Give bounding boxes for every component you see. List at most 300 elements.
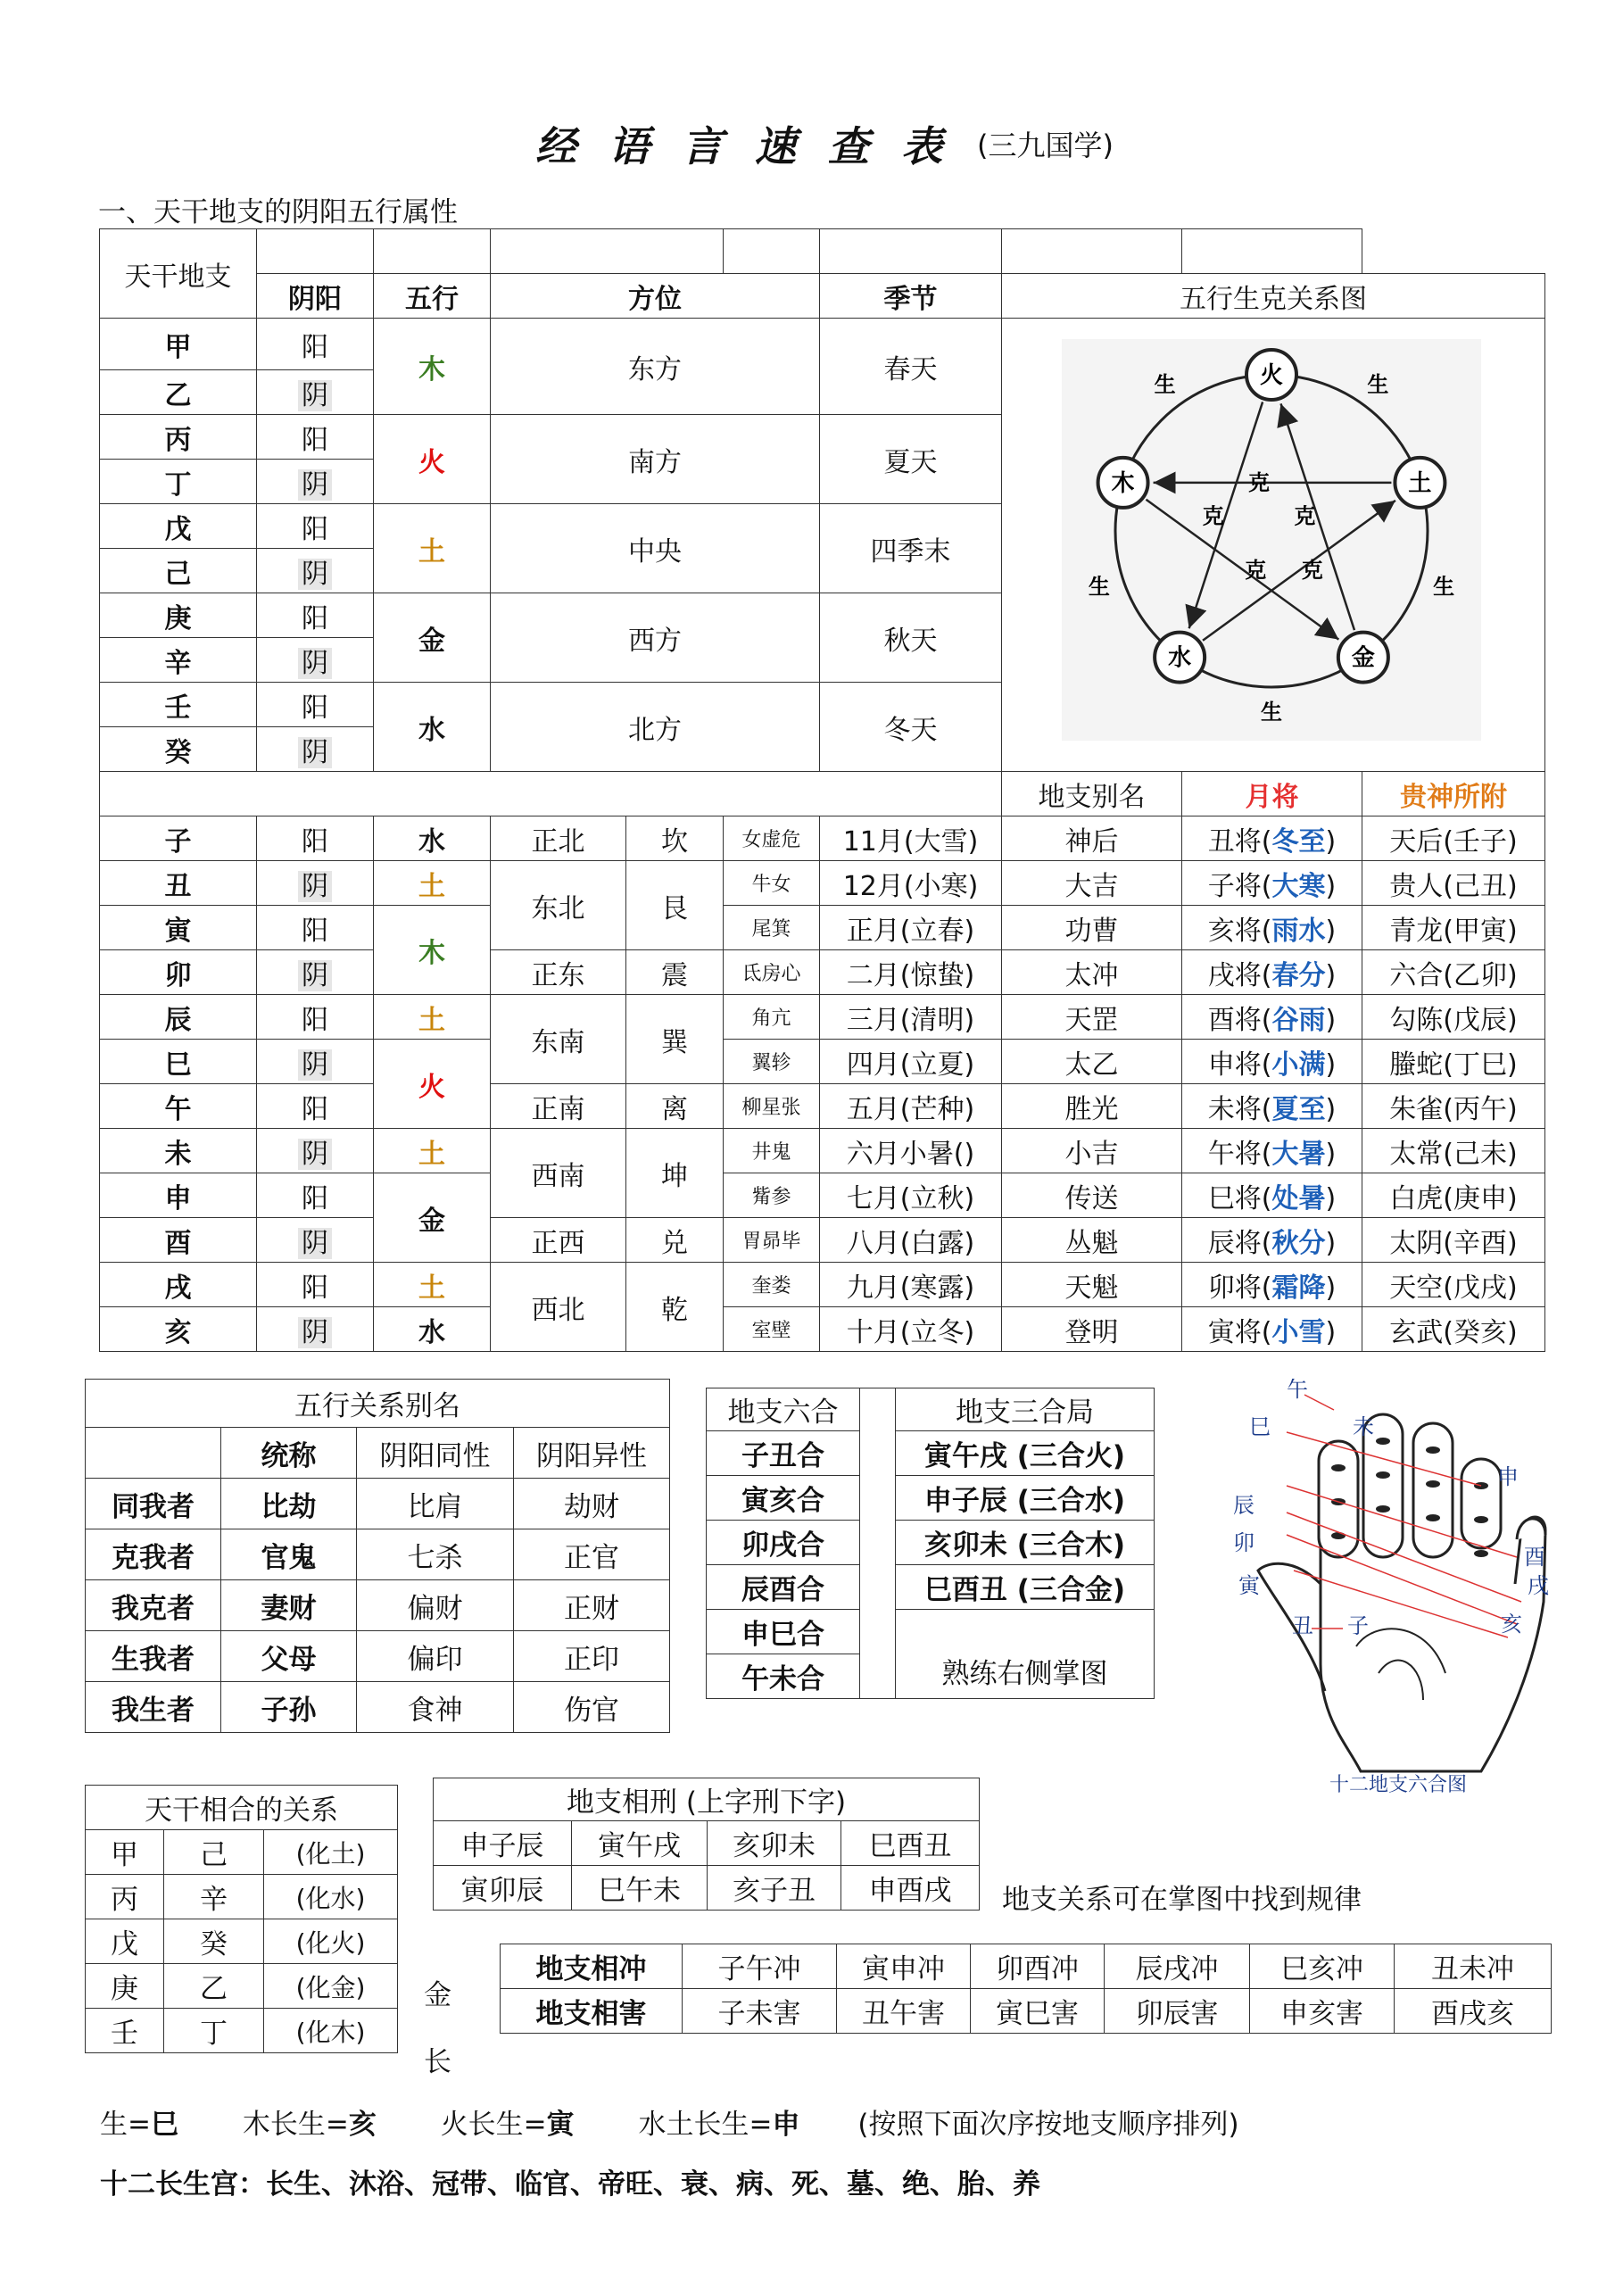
alias-cell: 大吉 — [1002, 861, 1182, 906]
table-cell — [374, 229, 491, 274]
relations-title: 五行关系别名 — [86, 1380, 670, 1428]
direction-cell: 南方 — [491, 415, 820, 504]
yinyang-value: 阳 — [302, 424, 328, 456]
close-paren: ) — [1325, 1093, 1337, 1125]
yinyang-cell — [257, 1084, 374, 1129]
page-title: 经 语 言 速 查 表 — [535, 122, 952, 170]
guishen-cell: 玄武(癸亥) — [1362, 1307, 1545, 1352]
relations-header: 阴阳同性 — [357, 1428, 514, 1479]
stem-cell: 己 — [100, 549, 257, 593]
yinyang-cell — [257, 861, 374, 906]
branch-cell: 子 — [100, 816, 257, 861]
side-char-a: 金 — [424, 1979, 451, 2011]
direction-cell: 东北 — [491, 861, 626, 950]
relations-cell: 生我者 — [86, 1631, 221, 1682]
trigram-cell: 震 — [626, 950, 724, 995]
side-char-b: 长 — [424, 2046, 451, 2078]
table-cell — [724, 229, 820, 274]
wuxing-diagram — [1062, 339, 1481, 741]
yinyang-cell — [257, 504, 374, 549]
tiangan-he-cell: 戊 — [86, 1919, 164, 1964]
relations-cell: 食神 — [357, 1682, 514, 1733]
ke-label: 克 — [1301, 557, 1323, 583]
close-paren: ) — [1325, 870, 1337, 902]
yinyang-cell — [257, 1218, 374, 1263]
yuejiang-term: 大寒 — [1271, 870, 1326, 902]
finger-crease — [1331, 1532, 1346, 1539]
header-season: 季节 — [820, 274, 1002, 319]
alias-cell: 天魁 — [1002, 1263, 1182, 1307]
sanhe-item: 寅午戌 (三合火) — [896, 1431, 1155, 1476]
yuejiang-cell — [1182, 1263, 1362, 1307]
lunar-mansion-cell: 室壁 — [724, 1307, 820, 1352]
yinyang-cell — [257, 319, 374, 370]
lunar-mansion-cell: 胃昴毕 — [724, 1218, 820, 1263]
guishen-cell: 勾陈(戊辰) — [1362, 995, 1545, 1040]
yinyang-cell — [257, 415, 374, 460]
table-cell — [491, 229, 724, 274]
yinyang-value: 阳 — [302, 692, 328, 724]
direction-cell: 正东 — [491, 950, 626, 995]
guishen-cell: 六合(乙卯) — [1362, 950, 1545, 995]
trigram-cell: 坎 — [626, 816, 724, 861]
yuejiang-term: 夏至 — [1271, 1093, 1326, 1125]
direction-cell: 正西 — [491, 1218, 626, 1263]
close-paren: ) — [1325, 1272, 1337, 1304]
lunar-mansion-cell: 翼轸 — [724, 1040, 820, 1084]
wuxing-cell: 火 — [374, 415, 491, 504]
yuejiang-prefix: 酉将( — [1207, 1004, 1272, 1036]
dizhi-xing-table — [433, 1778, 980, 1911]
direction-cell: 西北 — [491, 1263, 626, 1352]
chong-hai-table — [500, 1944, 1552, 2034]
stem-cell: 辛 — [100, 638, 257, 683]
guishen-cell: 白虎(庚申) — [1362, 1173, 1545, 1218]
relations-cell: 比劫 — [221, 1479, 357, 1529]
yuejiang-cell — [1182, 1307, 1362, 1352]
finger-crease — [1331, 1464, 1346, 1471]
yinyang-cell — [257, 370, 374, 415]
yinyang-value: 阳 — [302, 1004, 328, 1036]
guishen-cell: 天空(戊戌) — [1362, 1263, 1545, 1307]
corner-header: 天干地支 — [100, 229, 257, 319]
close-paren: ) — [1325, 959, 1337, 991]
yinyang-cell — [257, 638, 374, 683]
guishen-cell: 贵人(己丑) — [1362, 861, 1545, 906]
header-diagram: 五行生克关系图 — [1002, 274, 1545, 319]
lunar-mansion-cell: 井鬼 — [724, 1129, 820, 1173]
guishen-cell: 太阴(辛酉) — [1362, 1218, 1545, 1263]
finger-crease — [1376, 1471, 1390, 1479]
yinyang-cell — [257, 727, 374, 772]
header-guishen: 贵神所附 — [1362, 772, 1545, 816]
relations-cell: 同我者 — [86, 1479, 221, 1529]
yuejiang-cell — [1182, 1040, 1362, 1084]
twelve-branches-hand-diagram — [1213, 1379, 1561, 1798]
alias-cell: 神后 — [1002, 816, 1182, 861]
season-cell: 春天 — [820, 319, 1002, 415]
ke-label: 克 — [1202, 503, 1224, 529]
month-cell: 11月(大雪) — [820, 816, 1002, 861]
branch-cell: 辰 — [100, 995, 257, 1040]
xing-cell: 亥卯未 — [708, 1821, 841, 1866]
yinyang-cell — [257, 593, 374, 638]
header-wuxing: 五行 — [374, 274, 491, 319]
tiangan-he-title: 天干相合的关系 — [86, 1786, 398, 1830]
season-cell: 秋天 — [820, 593, 1002, 683]
relations-cell: 七杀 — [357, 1529, 514, 1580]
yinyang-value: 阴 — [298, 1049, 332, 1081]
yuejiang-prefix: 申将( — [1207, 1049, 1272, 1081]
element-node-label: 金 — [1351, 644, 1375, 672]
twelve-changsheng: 十二长生宫：长生、沐浴、冠带、临官、帝旺、衰、病、死、墓、绝、胎、养 — [100, 2168, 1040, 2201]
header-yuejiang: 月将 — [1182, 772, 1362, 816]
yinyang-value: 阴 — [298, 737, 332, 768]
yinyang-value: 阳 — [302, 331, 328, 363]
ke-label: 克 — [1294, 503, 1316, 529]
yinyang-cell — [257, 460, 374, 504]
relations-cell: 父母 — [221, 1631, 357, 1682]
branch-label: 卯 — [1233, 1530, 1255, 1555]
yinyang-value: 阳 — [302, 602, 328, 634]
month-cell: 八月(白露) — [820, 1218, 1002, 1263]
relations-cell: 我克者 — [86, 1580, 221, 1631]
wuxing-cell: 土 — [374, 504, 491, 593]
close-paren: ) — [1325, 915, 1337, 947]
month-cell: 十月(立冬) — [820, 1307, 1002, 1352]
stem-cell: 丁 — [100, 460, 257, 504]
direction-cell: 东南 — [491, 995, 626, 1084]
branch-label: 子 — [1347, 1613, 1369, 1638]
sheng-label: 生 — [1433, 574, 1455, 600]
yuejiang-term: 雨水 — [1271, 915, 1326, 947]
close-paren: ) — [1325, 1049, 1337, 1081]
yinyang-cell — [257, 816, 374, 861]
lunar-mansion-cell: 奎娄 — [724, 1263, 820, 1307]
tiangan-he-cell: (化木) — [264, 2009, 398, 2053]
lunar-mansion-cell: 觜参 — [724, 1173, 820, 1218]
changsheng-line: 生=巳 木长生=亥 火长生=寅 水土长生=申 (按照下面次序按地支顺序排列) — [100, 2109, 1239, 2141]
table-cell — [1182, 229, 1362, 274]
yinyang-cell — [257, 1263, 374, 1307]
tiangan-he-cell: (化土) — [264, 1830, 398, 1875]
chong-hai-cell: 辰戌冲 — [1105, 1944, 1250, 1989]
wuxing-cell: 水 — [374, 683, 491, 772]
chong-hai-cell: 寅巳害 — [971, 1989, 1105, 2034]
sheng-label: 生 — [1088, 574, 1110, 600]
yuejiang-term: 大暑 — [1271, 1138, 1326, 1170]
branch-label: 申 — [1497, 1464, 1519, 1489]
branch-label: 巳 — [1249, 1414, 1271, 1439]
chong-hai-cell: 丑午害 — [837, 1989, 971, 2034]
xing-cell: 亥子丑 — [708, 1866, 841, 1911]
yinyang-cell — [257, 683, 374, 727]
yuejiang-term: 小雪 — [1271, 1316, 1326, 1348]
branch-cell: 酉 — [100, 1218, 257, 1263]
guishen-cell: 太常(己未) — [1362, 1129, 1545, 1173]
yuejiang-prefix: 卯将( — [1207, 1272, 1272, 1304]
month-cell: 七月(立秋) — [820, 1173, 1002, 1218]
branch-label: 亥 — [1501, 1612, 1522, 1637]
yuejiang-prefix: 戌将( — [1207, 959, 1272, 991]
direction-cell: 正北 — [491, 816, 626, 861]
yinyang-cell — [257, 1173, 374, 1218]
chong-hai-cell: 寅申冲 — [837, 1944, 971, 1989]
yuejiang-term: 霜降 — [1271, 1272, 1326, 1304]
yuejiang-prefix: 亥将( — [1207, 915, 1272, 947]
month-cell: 三月(清明) — [820, 995, 1002, 1040]
xing-cell: 申子辰 — [434, 1821, 572, 1866]
hand-caption: 十二地支六合图 — [1329, 1774, 1468, 1796]
yuejiang-term: 谷雨 — [1271, 1004, 1326, 1036]
yinyang-value: 阴 — [298, 648, 332, 679]
branch-cell: 巳 — [100, 1040, 257, 1084]
yinyang-value: 阳 — [302, 1182, 328, 1214]
xing-cell: 寅卯辰 — [434, 1866, 572, 1911]
chong-hai-label: 地支相害 — [501, 1989, 683, 2034]
relations-cell: 我生者 — [86, 1682, 221, 1733]
branch-label: 辰 — [1233, 1493, 1255, 1518]
tiangan-he-cell: 丁 — [164, 2009, 264, 2053]
guishen-cell: 天后(壬子) — [1362, 816, 1545, 861]
relations-cell: 妻财 — [221, 1580, 357, 1631]
lunar-mansion-cell: 女虚危 — [724, 816, 820, 861]
page-subtitle: (三九国学) — [977, 128, 1114, 162]
direction-cell: 东方 — [491, 319, 820, 415]
wuxing-relations-table — [85, 1379, 670, 1733]
yuejiang-prefix: 未将( — [1207, 1093, 1272, 1125]
branch-label: 未 — [1353, 1414, 1374, 1439]
month-cell: 12月(小寒) — [820, 861, 1002, 906]
finger-crease — [1376, 1438, 1390, 1445]
table-cell — [257, 229, 374, 274]
yuejiang-cell — [1182, 1129, 1362, 1173]
season-cell: 夏天 — [820, 415, 1002, 504]
direction-cell: 正南 — [491, 1084, 626, 1129]
relations-header: 阴阳异性 — [514, 1428, 670, 1479]
wuxing-cell: 土 — [374, 861, 491, 906]
sanhe-item: 亥卯未 (三合木) — [896, 1521, 1155, 1565]
trigram-cell: 巽 — [626, 995, 724, 1084]
element-node-label: 土 — [1408, 469, 1432, 497]
finger-crease — [1376, 1505, 1390, 1513]
chong-hai-cell: 子午冲 — [683, 1944, 837, 1989]
close-paren: ) — [1325, 1004, 1337, 1036]
trigram-cell: 离 — [626, 1084, 724, 1129]
alias-cell: 登明 — [1002, 1307, 1182, 1352]
yuejiang-term: 春分 — [1271, 959, 1326, 991]
tiangan-he-cell: 甲 — [86, 1830, 164, 1875]
alias-cell: 太冲 — [1002, 950, 1182, 995]
yinyang-value: 阳 — [302, 825, 328, 858]
element-node-label: 木 — [1111, 469, 1135, 497]
liuhe-item: 卯戌合 — [707, 1521, 860, 1565]
trigram-cell: 兑 — [626, 1218, 724, 1263]
yinyang-value: 阴 — [298, 1139, 332, 1170]
relations-cell: 克我者 — [86, 1529, 221, 1580]
wuxing-cell: 木 — [374, 906, 491, 995]
yinyang-cell — [257, 549, 374, 593]
guishen-cell: 青龙(甲寅) — [1362, 906, 1545, 950]
yuejiang-cell — [1182, 1084, 1362, 1129]
wuxing-cell: 土 — [374, 995, 491, 1040]
relations-cell: 子孙 — [221, 1682, 357, 1733]
relations-cell: 偏印 — [357, 1631, 514, 1682]
yuejiang-term: 秋分 — [1271, 1227, 1326, 1259]
relations-cell: 正官 — [514, 1529, 670, 1580]
yuejiang-prefix: 午将( — [1207, 1138, 1272, 1170]
xing-title: 地支相刑 (上字刑下字) — [434, 1778, 980, 1821]
finger-crease — [1426, 1480, 1440, 1488]
header-alias: 地支别名 — [1002, 772, 1182, 816]
table-cell — [100, 772, 1002, 816]
alias-cell: 天罡 — [1002, 995, 1182, 1040]
table-cell — [86, 1428, 221, 1479]
trigram-cell: 艮 — [626, 861, 724, 950]
xing-cell: 巳酉丑 — [841, 1821, 980, 1866]
liuhe-item: 子丑合 — [707, 1431, 860, 1476]
xing-note: 地支关系可在掌图中找到规律 — [1002, 1884, 1362, 1916]
direction-cell: 北方 — [491, 683, 820, 772]
yinyang-value: 阴 — [298, 559, 332, 590]
chong-hai-cell: 卯辰害 — [1105, 1989, 1250, 2034]
yuejiang-term: 冬至 — [1271, 825, 1326, 858]
month-cell: 五月(芒种) — [820, 1084, 1002, 1129]
month-cell: 六月小暑() — [820, 1129, 1002, 1173]
tiangan-he-cell: (化金) — [264, 1964, 398, 2009]
lunar-mansion-cell: 牛女 — [724, 861, 820, 906]
lunar-mansion-cell: 氐房心 — [724, 950, 820, 995]
branch-cell: 丑 — [100, 861, 257, 906]
branch-label: 丑 — [1292, 1613, 1313, 1638]
tiangan-he-table — [85, 1785, 398, 2053]
table-cell — [820, 229, 1002, 274]
liuhe-item: 午未合 — [707, 1654, 860, 1699]
guishen-cell: 朱雀(丙午) — [1362, 1084, 1545, 1129]
chong-hai-cell: 卯酉冲 — [971, 1944, 1105, 1989]
branch-label: 戌 — [1528, 1573, 1549, 1598]
close-paren: ) — [1325, 1227, 1337, 1259]
yuejiang-cell — [1182, 1218, 1362, 1263]
branch-cell: 卯 — [100, 950, 257, 995]
stem-cell: 癸 — [100, 727, 257, 772]
lunar-mansion-cell: 角亢 — [724, 995, 820, 1040]
sheng-label: 生 — [1367, 371, 1389, 397]
relations-cell: 正财 — [514, 1580, 670, 1631]
close-paren: ) — [1325, 825, 1337, 858]
branch-cell: 申 — [100, 1173, 257, 1218]
liuhe-item: 辰酉合 — [707, 1565, 860, 1610]
yuejiang-prefix: 辰将( — [1207, 1227, 1272, 1259]
yinyang-value: 阴 — [298, 1317, 332, 1348]
chong-hai-cell: 巳亥冲 — [1250, 1944, 1395, 1989]
stem-cell: 丙 — [100, 415, 257, 460]
yuejiang-cell — [1182, 950, 1362, 995]
tiangan-he-cell: 壬 — [86, 2009, 164, 2053]
alias-cell: 功曹 — [1002, 906, 1182, 950]
alias-cell: 丛魁 — [1002, 1218, 1182, 1263]
yinyang-value: 阳 — [302, 513, 328, 545]
lunar-mansion-cell: 柳星张 — [724, 1084, 820, 1129]
alias-cell: 太乙 — [1002, 1040, 1182, 1084]
finger-crease — [1474, 1550, 1488, 1557]
tiangan-he-cell: 辛 — [164, 1875, 264, 1919]
xing-cell: 寅午戌 — [572, 1821, 708, 1866]
close-paren: ) — [1325, 1182, 1337, 1214]
alias-cell: 传送 — [1002, 1173, 1182, 1218]
yuejiang-cell — [1182, 816, 1362, 861]
close-paren: ) — [1325, 1138, 1337, 1170]
yinyang-value: 阳 — [302, 915, 328, 947]
tiangan-he-cell: 己 — [164, 1830, 264, 1875]
chong-hai-cell: 丑未冲 — [1395, 1944, 1552, 1989]
alias-cell: 小吉 — [1002, 1129, 1182, 1173]
tiangan-he-cell: 癸 — [164, 1919, 264, 1964]
close-paren: ) — [1325, 1316, 1337, 1348]
stem-cell: 戊 — [100, 504, 257, 549]
yinyang-cell — [257, 950, 374, 995]
yuejiang-prefix: 子将( — [1207, 870, 1272, 902]
finger-crease — [1426, 1446, 1440, 1454]
yuejiang-term: 小满 — [1271, 1049, 1326, 1081]
relations-cell: 伤官 — [514, 1682, 670, 1733]
wuxing-cell: 水 — [374, 816, 491, 861]
direction-cell: 西方 — [491, 593, 820, 683]
chong-hai-cell: 申亥害 — [1250, 1989, 1395, 2034]
wuxing-cell: 土 — [374, 1263, 491, 1307]
yuejiang-term: 处暑 — [1271, 1182, 1326, 1214]
yinyang-cell — [257, 1129, 374, 1173]
branch-label: 寅 — [1238, 1573, 1260, 1598]
month-cell: 正月(立春) — [820, 906, 1002, 950]
tiangan-he-cell: 乙 — [164, 1964, 264, 2009]
header-yinyang: 阴阳 — [257, 274, 374, 319]
liuhe-item: 申巳合 — [707, 1610, 860, 1654]
trigram-cell: 乾 — [626, 1263, 724, 1352]
yuejiang-cell — [1182, 1173, 1362, 1218]
finger-outline — [1413, 1423, 1453, 1557]
tiangan-he-cell: 丙 — [86, 1875, 164, 1919]
yinyang-value: 阴 — [298, 380, 332, 411]
stem-cell: 壬 — [100, 683, 257, 727]
relations-header: 统称 — [221, 1428, 357, 1479]
ke-label: 克 — [1245, 557, 1267, 583]
yinyang-cell — [257, 1040, 374, 1084]
chong-hai-cell: 酉戌亥 — [1395, 1989, 1552, 2034]
wuxing-cell: 土 — [374, 1129, 491, 1173]
element-node-label: 火 — [1259, 362, 1284, 389]
direction-cell: 中央 — [491, 504, 820, 593]
sanhe-note: 熟练右侧掌图 — [896, 1610, 1155, 1699]
branch-cell: 亥 — [100, 1307, 257, 1352]
wuxing-cell: 火 — [374, 1040, 491, 1129]
yinyang-cell — [257, 1307, 374, 1352]
month-cell: 四月(立夏) — [820, 1040, 1002, 1084]
wuxing-cell: 金 — [374, 593, 491, 683]
element-node-label: 水 — [1168, 644, 1192, 672]
sheng-label: 生 — [1261, 700, 1282, 725]
sheng-label: 生 — [1154, 371, 1176, 397]
sanhe-item: 申子辰 (三合水) — [896, 1476, 1155, 1521]
season-cell: 四季末 — [820, 504, 1002, 593]
yuejiang-prefix: 寅将( — [1207, 1316, 1272, 1348]
month-cell: 二月(惊蛰) — [820, 950, 1002, 995]
lunar-mansion-cell: 尾箕 — [724, 906, 820, 950]
branch-cell: 戌 — [100, 1263, 257, 1307]
sanhe-item: 巳酉丑 (三合金) — [896, 1565, 1155, 1610]
tiangan-he-cell: (化水) — [264, 1875, 398, 1919]
yuejiang-prefix: 巳将( — [1207, 1182, 1272, 1214]
